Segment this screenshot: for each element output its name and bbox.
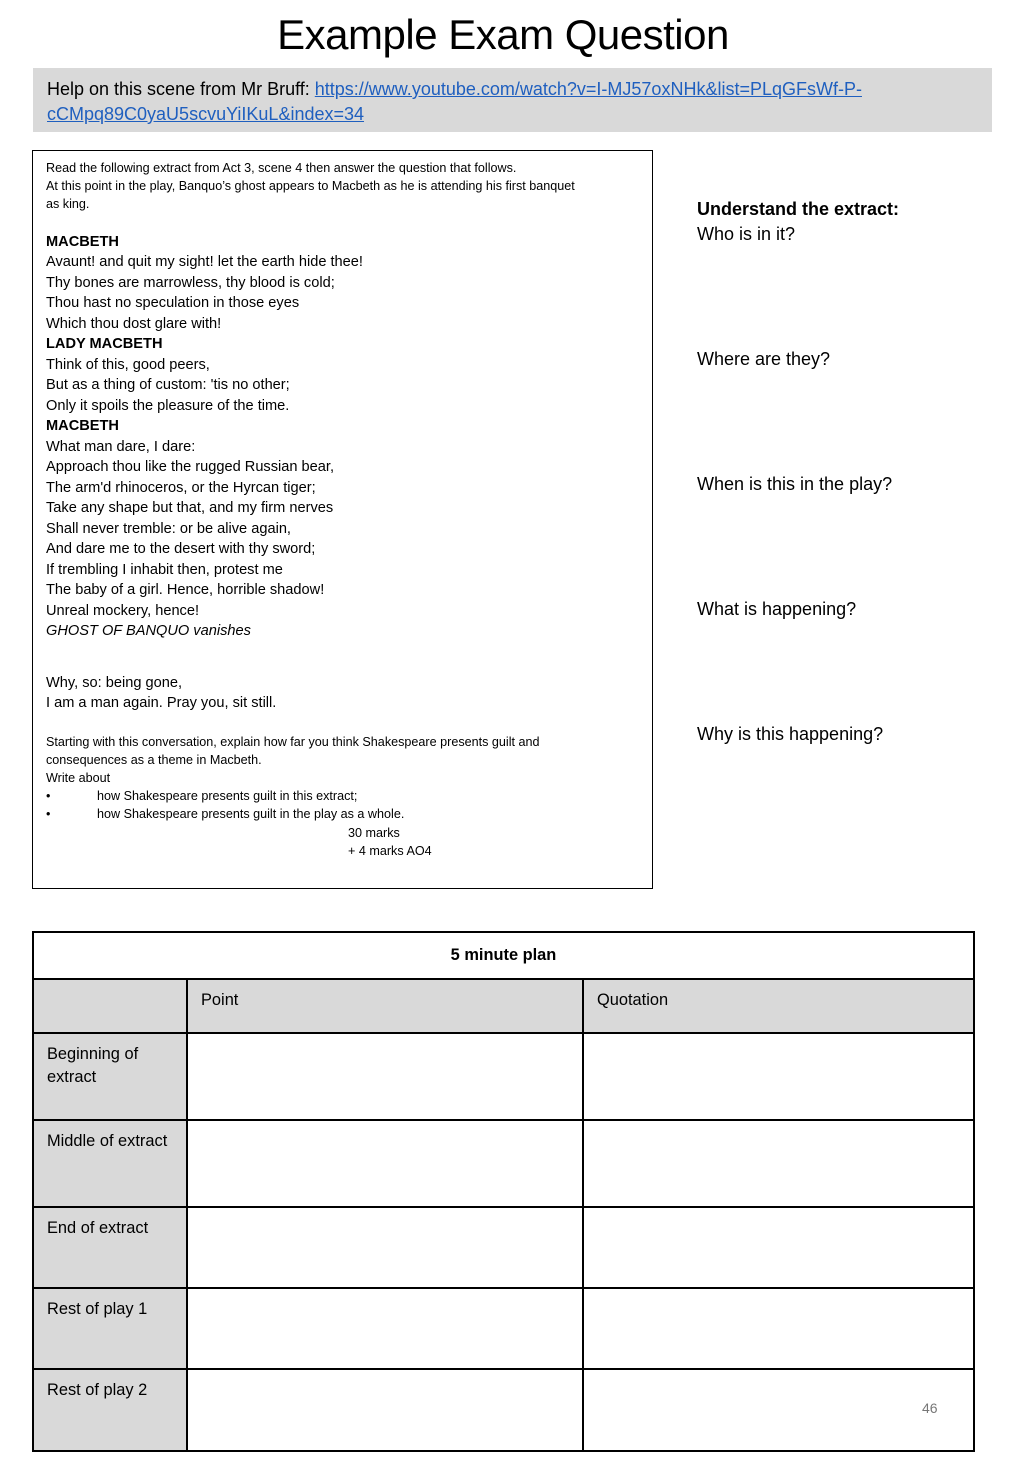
header-quotation: Quotation [583,979,974,1033]
verse-line: But as a thing of custom: 'tis no other; [46,377,290,394]
side-question: What is happening? [697,599,857,619]
bullet-item [46,805,640,823]
marks-label: 30 marks [348,825,400,840]
side-question: Where are they? [697,349,831,369]
point-cell[interactable] [187,1288,583,1369]
row-label: Beginning of extract [33,1033,187,1120]
help-banner [33,68,992,132]
verse-line: If trembling I inhabit then, protest me [46,561,283,578]
point-cell[interactable] [187,1369,583,1451]
header-blank [33,979,187,1033]
quotation-cell[interactable] [583,1207,974,1288]
plan-title: 5 minute plan [33,932,974,979]
understand-heading: Understand the extract: [697,199,900,219]
verse-line: The arm'd rhinoceros, or the Hyrcan tiger; [46,479,316,496]
header-point: Point [187,979,583,1033]
bullet-text: how Shakespeare presents guilt in this extract; [97,789,358,804]
side-question: Why is this happening? [697,724,884,744]
verse-line: Only it spoils the pleasure of the time. [46,397,290,414]
verse-line: Which thou dost glare with! [46,315,222,332]
question-line: consequences as a theme in Macbeth. [46,752,262,767]
verse-line: Think of this, good peers, [46,356,210,373]
bullet-text: how Shakespeare presents guilt in the play as a whole. [97,807,405,822]
speaker-macbeth: MACBETH [46,418,119,435]
verse-line: What man dare, I dare: [46,438,196,455]
row-label: Middle of extract [33,1120,187,1207]
verse-line: Take any shape but that, and my firm nerves [46,500,334,517]
help-text: Help on this scene from Mr Bruff: [47,79,315,99]
quotation-cell[interactable] [583,1033,974,1120]
help-video-link-part1[interactable]: https://www.youtube.com/watch?v=I-MJ57oxNHk&list=PLqGFsWf-P- [314,79,862,99]
help-video-link-part2[interactable]: cCMpq89C0yaU5scvuYiIKuL&index=34 [47,104,365,124]
plan-table [32,931,975,1452]
side-question: Who is in it? [697,224,796,244]
quotation-cell[interactable] [583,1288,974,1369]
verse-line: Approach thou like the rugged Russian bear, [46,459,335,476]
verse-line: Avaunt! and quit my sight! let the earth hide thee! [46,254,363,271]
row-label: Rest of play 2 [33,1369,187,1451]
bullet-item [46,787,640,805]
verse-line: Shall never tremble: or be alive again, [46,520,291,537]
intro-line: At this point in the play, Banquo’s ghost appears to Macbeth as he is attending his first banquet [46,179,575,194]
bullet-icon: • [46,789,51,804]
point-cell[interactable] [187,1120,583,1207]
verse-line: Thy bones are marrowless, thy blood is cold; [46,274,335,291]
verse-line: Unreal mockery, hence! [46,602,200,619]
verse-line: And dare me to the desert with thy sword; [46,541,316,558]
page-number: 46 [922,1400,938,1416]
point-cell[interactable] [187,1207,583,1288]
row-label: End of extract [33,1207,187,1288]
verse-line: I am a man again. Pray you, sit still. [46,695,277,712]
extract-box [32,150,653,889]
speaker-lady-macbeth: LADY MACBETH [46,336,163,353]
speaker-macbeth: MACBETH [46,233,119,250]
point-cell[interactable] [187,1033,583,1120]
verse-line: Thou hast no speculation in those eyes [46,295,300,312]
ao4-marks-label: + 4 marks AO4 [348,843,432,858]
quotation-cell[interactable] [583,1369,974,1451]
bullet-icon: • [46,807,51,822]
question-line: Write about [46,771,111,786]
stage-direction: GHOST OF BANQUO vanishes [46,623,251,640]
verse-line: The baby of a girl. Hence, horrible shadow! [46,582,325,599]
intro-line: as king. [46,197,90,212]
quotation-cell[interactable] [583,1120,974,1207]
side-question: When is this in the play? [697,474,893,494]
row-label: Rest of play 1 [33,1288,187,1369]
verse-line: Why, so: being gone, [46,674,183,691]
question-line: Starting with this conversation, explain how far you think Shakespeare presents guilt and [46,734,540,749]
intro-line: Read the following extract from Act 3, scene 4 then answer the question that follows. [46,161,517,175]
page-title: Example Exam Question [277,11,729,58]
